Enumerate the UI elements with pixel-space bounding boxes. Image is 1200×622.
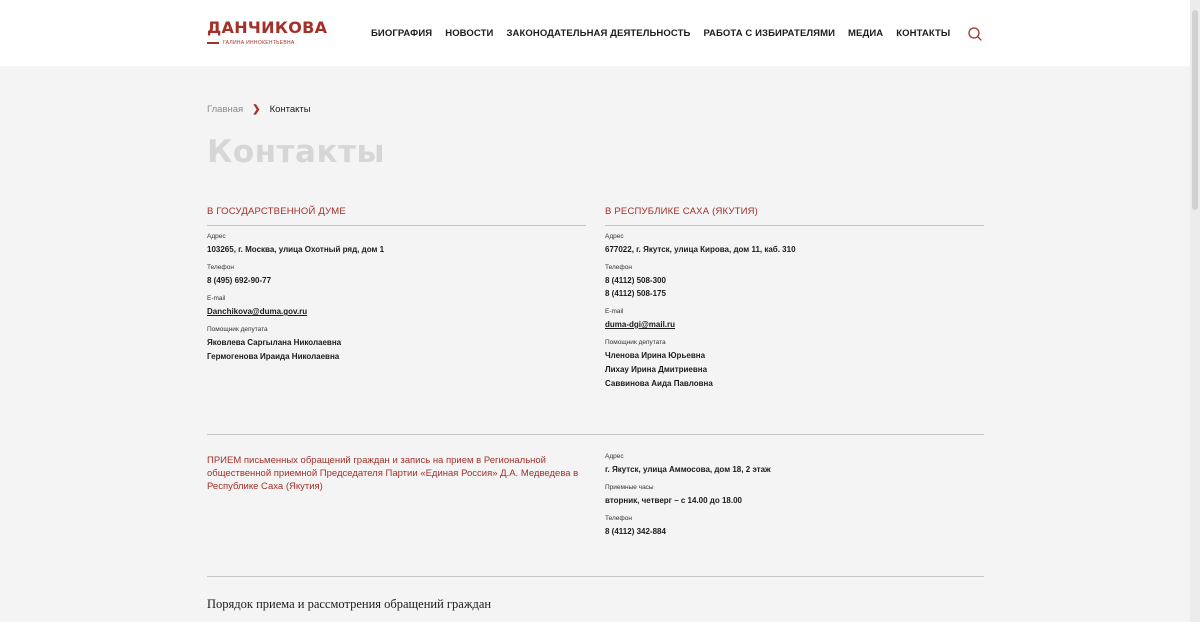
duma-email-label: E-mail [207,295,226,302]
section-divider [207,434,984,435]
nav-item-news[interactable]: НОВОСТИ [445,28,494,39]
logo[interactable] [207,19,327,46]
yakutia-assistant: Членова Ирина Юрьевна [605,351,706,360]
main-nav [371,28,963,39]
reception-address: г. Якутск, улица Аммосова, дом 18, 2 этаж [605,465,771,474]
reception-phone-label: Телефон [605,515,632,522]
scrollbar-thumb[interactable] [1192,10,1198,210]
site-header [0,0,1190,66]
yakutia-email-link[interactable]: duma-dgi@mail.ru [605,320,676,329]
reception-address-label: Адрес [605,453,624,460]
duma-contacts [207,206,586,363]
breadcrumb-separator-icon: ❯ [252,104,261,115]
yakutia-assistant: Саввинова Аида Павловна [605,379,713,388]
yakutia-phone: 8 (4112) 508-175 [605,289,666,298]
search-icon[interactable] [967,26,983,42]
duma-phone-label: Телефон [207,264,234,271]
breadcrumb-current: Контакты [269,104,311,115]
yakutia-assistant-label: Помощник депутата [605,339,666,346]
duma-title: В ГОСУДАРСТВЕННОЙ ДУМЕ [207,206,586,226]
yakutia-email-label: E-mail [605,308,624,315]
section-divider [207,576,984,577]
yakutia-assistant: Лихау Ирина Дмитриевна [605,365,708,374]
reception-hours: вторник, четверг – с 14.00 до 18.00 [605,496,742,505]
reception-phone: 8 (4112) 342-884 [605,527,666,536]
procedure-link[interactable]: Порядок приема и рассмотрения обращений граждан [207,597,492,611]
page-title: Контакты [207,134,385,170]
logo-subtitle-text: ГАЛИНА ИННОКЕНТЬЕВНА [223,40,295,46]
duma-assistant: Гермогенова Ираида Николаевна [207,352,340,361]
breadcrumb-home[interactable]: Главная [207,104,244,115]
yakutia-title: В РЕСПУБЛИКЕ САХА (ЯКУТИЯ) [605,206,984,226]
duma-phone: 8 (495) 692-90-77 [207,276,272,285]
duma-address: 103265, г. Москва, улица Охотный ряд, дом 1 [207,245,385,254]
breadcrumb [207,104,311,115]
logo-dash [207,42,219,44]
yakutia-address: 677022, г. Якутск, улица Кирова, дом 11, каб. 310 [605,245,796,254]
duma-email-link[interactable]: Danchikova@duma.gov.ru [207,307,308,316]
logo-subtitle [207,40,327,46]
yakutia-phone-label: Телефон [605,264,632,271]
reception-hours-label: Приемные часы [605,484,654,491]
yakutia-phone: 8 (4112) 508-300 [605,276,666,285]
yakutia-contacts [605,206,984,390]
nav-item-biography[interactable]: БИОГРАФИЯ [371,28,433,39]
reception-info [605,452,984,538]
duma-assistant: Яковлева Саргылана Николаевна [207,338,342,347]
nav-item-legislation[interactable]: ЗАКОНОДАТЕЛЬНАЯ ДЕЯТЕЛЬНОСТЬ [506,28,691,39]
duma-address-label: Адрес [207,233,226,240]
scrollbar[interactable] [1190,0,1200,622]
reception-title: ПРИЕМ письменных обращений граждан и запись на прием в Региональной общественной приемной Председателя Партии «Единая Россия» Д.А. Медведева в Республике Саха (Якутия) [207,455,579,492]
logo-name: ДАНЧИКОВА [207,18,328,37]
nav-item-voters[interactable]: РАБОТА С ИЗБИРАТЕЛЯМИ [703,28,836,39]
nav-item-media[interactable]: МЕДИА [848,28,884,39]
yakutia-address-label: Адрес [605,233,624,240]
duma-assistant-label: Помощник депутата [207,326,268,333]
nav-item-contacts[interactable]: КОНТАКТЫ [896,28,951,39]
